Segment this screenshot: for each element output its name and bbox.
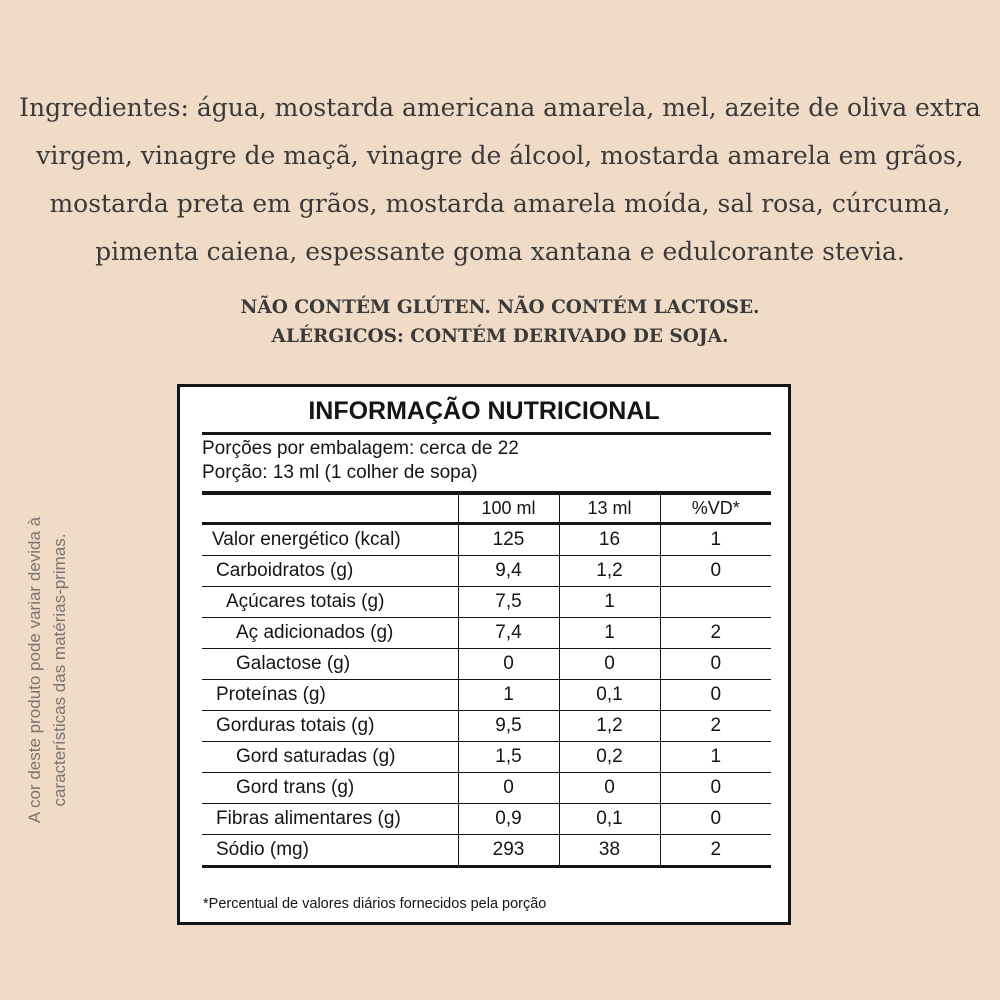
nutrient-label: Valor energético (kcal) (202, 524, 458, 556)
gluten-lactose-warning: NÃO CONTÉM GLÚTEN. NÃO CONTÉM LACTOSE. (240, 297, 760, 318)
per-serving-value: 0,1 (559, 680, 660, 711)
color-variation-note (22, 450, 78, 890)
daily-value: 0 (660, 773, 771, 804)
nutrient-label: Gord trans (g) (202, 773, 458, 804)
table-row (202, 556, 771, 587)
title-divider (202, 432, 771, 435)
nutrient-label: Açúcares totais (g) (202, 587, 458, 618)
color-note-line: características das matérias-primas. (50, 533, 69, 807)
table-row (202, 742, 771, 773)
table-row (202, 773, 771, 804)
header-cell: 13 ml (559, 495, 660, 524)
per-serving-value: 0 (559, 649, 660, 680)
daily-value: 0 (660, 649, 771, 680)
nutrition-table (202, 494, 771, 868)
soy-allergen-warning: ALÉRGICOS: CONTÉM DERIVADO DE SOJA. (271, 326, 729, 347)
table-row (202, 711, 771, 742)
nutrient-label: Carboidratos (g) (202, 556, 458, 587)
ingredients-line: mostarda preta em grãos, mostarda amarela moída, sal rosa, cúrcuma, (49, 189, 951, 218)
table-row (202, 649, 771, 680)
per-100ml-value: 1,5 (458, 742, 559, 773)
per-100ml-value: 0 (458, 773, 559, 804)
per-serving-value: 38 (559, 835, 660, 867)
per-100ml-value: 9,5 (458, 711, 559, 742)
per-100ml-value: 9,4 (458, 556, 559, 587)
table-row (202, 524, 771, 556)
header-cell: 100 ml (458, 495, 559, 524)
per-100ml-value: 7,5 (458, 587, 559, 618)
nutrient-label: Fibras alimentares (g) (202, 804, 458, 835)
table-row (202, 618, 771, 649)
per-serving-value: 1 (559, 618, 660, 649)
daily-value: 2 (660, 711, 771, 742)
ingredients-line: Ingredientes: água, mostarda americana amarela, mel, azeite de oliva extra (19, 93, 981, 122)
daily-value: 0 (660, 680, 771, 711)
table-header-row (202, 495, 771, 524)
ingredients-text (0, 84, 1000, 276)
table-row (202, 804, 771, 835)
daily-value: 2 (660, 835, 771, 867)
nutrient-label: Gord saturadas (g) (202, 742, 458, 773)
daily-value: 1 (660, 742, 771, 773)
header-cell (202, 495, 458, 524)
nutrient-label: Sódio (mg) (202, 835, 458, 867)
daily-value: 2 (660, 618, 771, 649)
per-100ml-value: 7,4 (458, 618, 559, 649)
per-serving-value: 0 (559, 773, 660, 804)
nutrient-label: Gorduras totais (g) (202, 711, 458, 742)
allergen-warnings (0, 293, 1000, 351)
nutrition-title: INFORMAÇÃO NUTRICIONAL (308, 397, 660, 425)
nutrient-label: Proteínas (g) (202, 680, 458, 711)
per-100ml-value: 125 (458, 524, 559, 556)
daily-value: 0 (660, 804, 771, 835)
per-100ml-value: 1 (458, 680, 559, 711)
table-row (202, 835, 771, 867)
daily-value: 1 (660, 524, 771, 556)
per-serving-value: 16 (559, 524, 660, 556)
servings-per-package: Porções por embalagem: cerca de 22 (202, 438, 519, 459)
per-100ml-value: 0,9 (458, 804, 559, 835)
table-row (202, 587, 771, 618)
per-100ml-value: 293 (458, 835, 559, 867)
per-100ml-value: 0 (458, 649, 559, 680)
daily-value-footnote: *Percentual de valores diários fornecidos pela porção (203, 896, 547, 912)
per-serving-value: 1 (559, 587, 660, 618)
ingredients-line: virgem, vinagre de maçã, vinagre de álcool, mostarda amarela em grãos, (36, 141, 964, 170)
header-cell: %VD* (660, 495, 771, 524)
color-note-line: A cor deste produto pode variar devida à (25, 516, 44, 824)
daily-value: 0 (660, 556, 771, 587)
per-serving-value: 1,2 (559, 556, 660, 587)
per-serving-value: 0,2 (559, 742, 660, 773)
serving-size: Porção: 13 ml (1 colher de sopa) (202, 462, 478, 483)
portion-info (202, 437, 519, 485)
table-row (202, 680, 771, 711)
ingredients-line: pimenta caiena, espessante goma xantana e edulcorante stevia. (95, 237, 905, 266)
nutrient-label: Aç adicionados (g) (202, 618, 458, 649)
nutrient-label: Galactose (g) (202, 649, 458, 680)
per-serving-value: 1,2 (559, 711, 660, 742)
per-serving-value: 0,1 (559, 804, 660, 835)
nutrition-facts-panel (177, 384, 791, 925)
daily-value (660, 587, 771, 618)
